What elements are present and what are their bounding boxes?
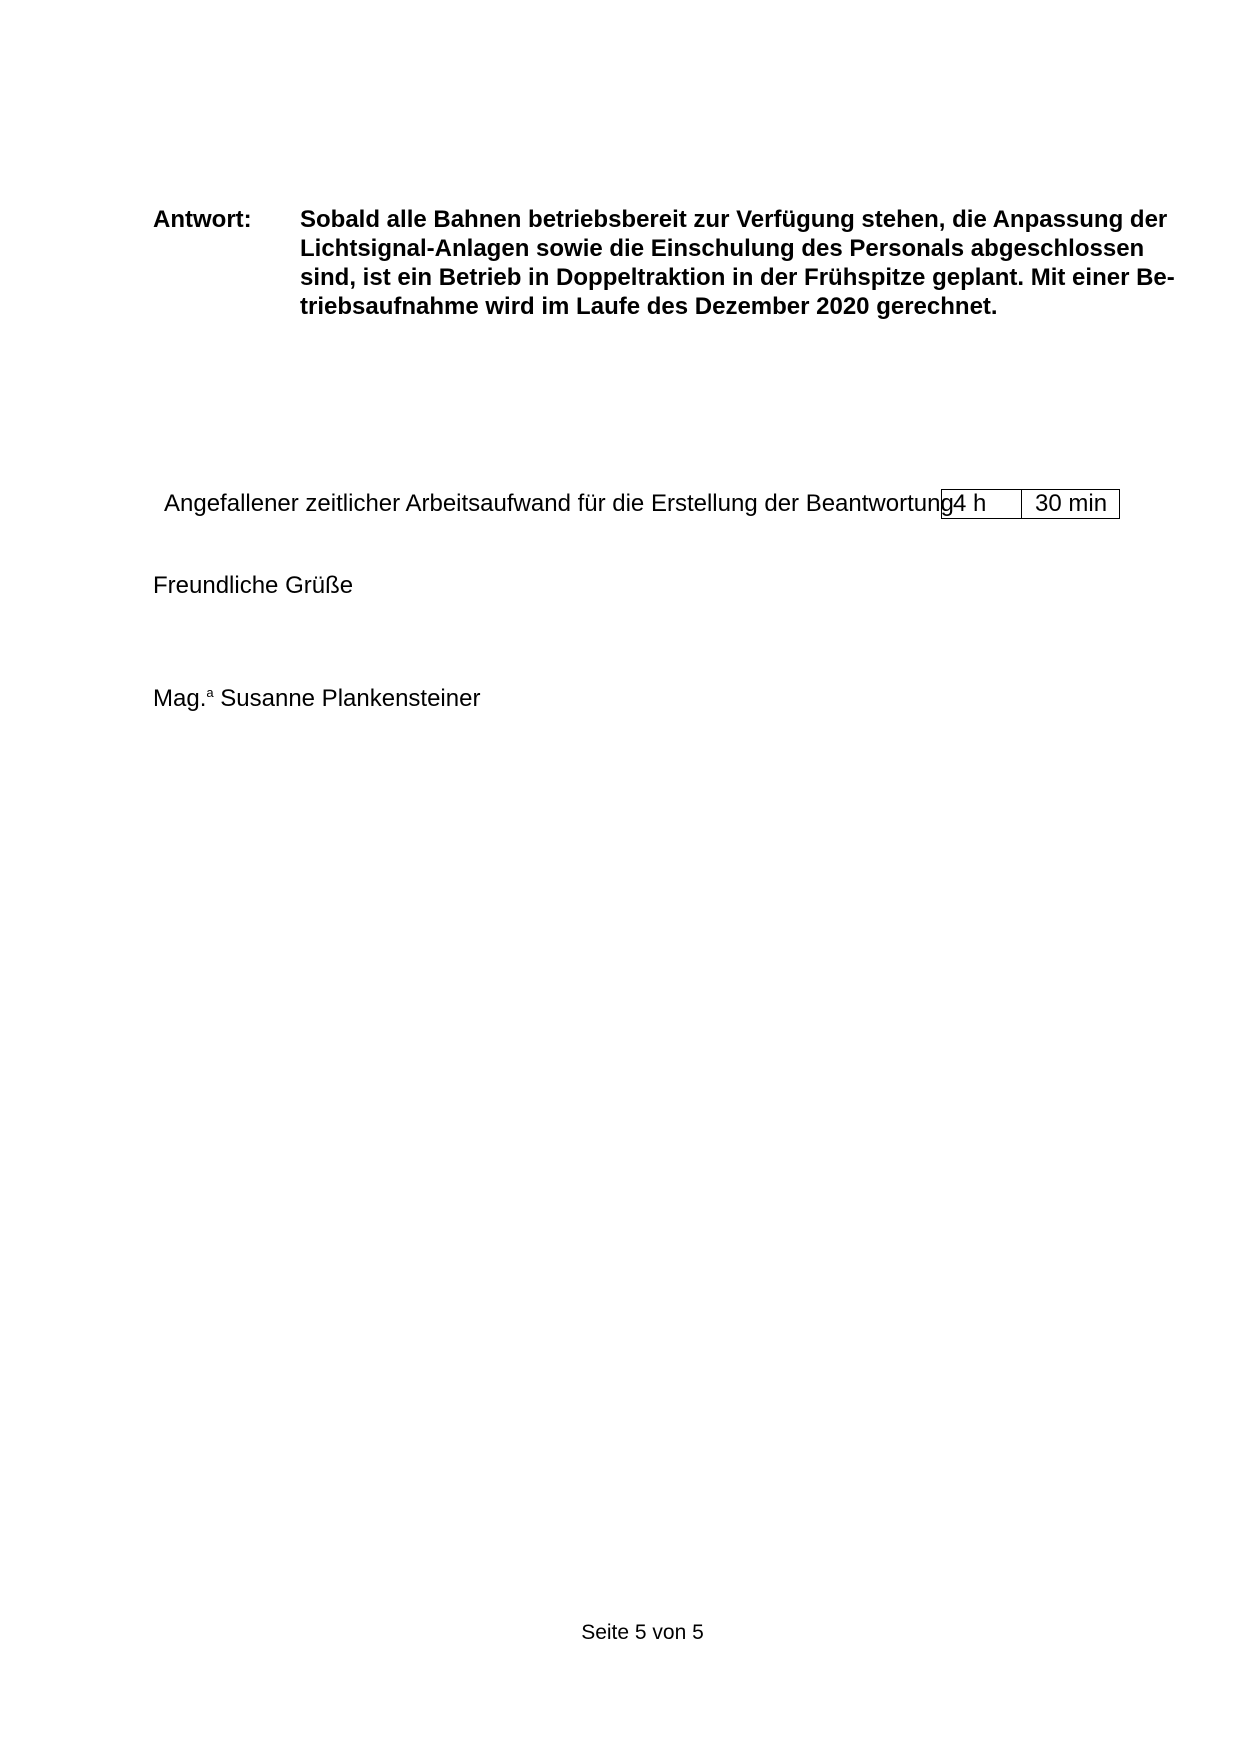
signature-title-superscript: a [206,685,214,700]
page-number: Seite 5 von 5 [581,1621,704,1644]
answer-line: triebsaufnahme wird im Laufe des Dezember 2020 gerechnet. [300,293,998,320]
answer-label: Antwort: [153,206,252,233]
work-effort-minutes: 30 min [1035,490,1108,517]
page-footer [0,1620,1241,1646]
answer-line: Lichtsignal-Anlagen sowie die Einschulung des Personals abgeschlossen [300,235,1145,262]
signature-title: Mag. [153,685,207,712]
work-effort-table [941,489,1120,519]
answer-line: Sobald alle Bahnen betriebsbereit zur Verfügung stehen, die Anpassung der [300,206,1168,233]
signature-name: Susanne Plankensteiner [220,685,481,712]
closing-greeting: Freundliche Grüße [153,572,354,599]
work-effort-hours: 4 h [942,490,1022,518]
work-effort-row [164,489,1124,519]
answer-text [300,205,1175,321]
work-effort-label: Angefallener zeitlicher Arbeitsaufwand für die Erstellung der Beantwortung [164,490,954,517]
answer-line: sind, ist ein Betrieb in Doppeltraktion in der Frühspitze geplant. Mit einer Be- [300,264,1175,291]
signature [153,685,480,713]
